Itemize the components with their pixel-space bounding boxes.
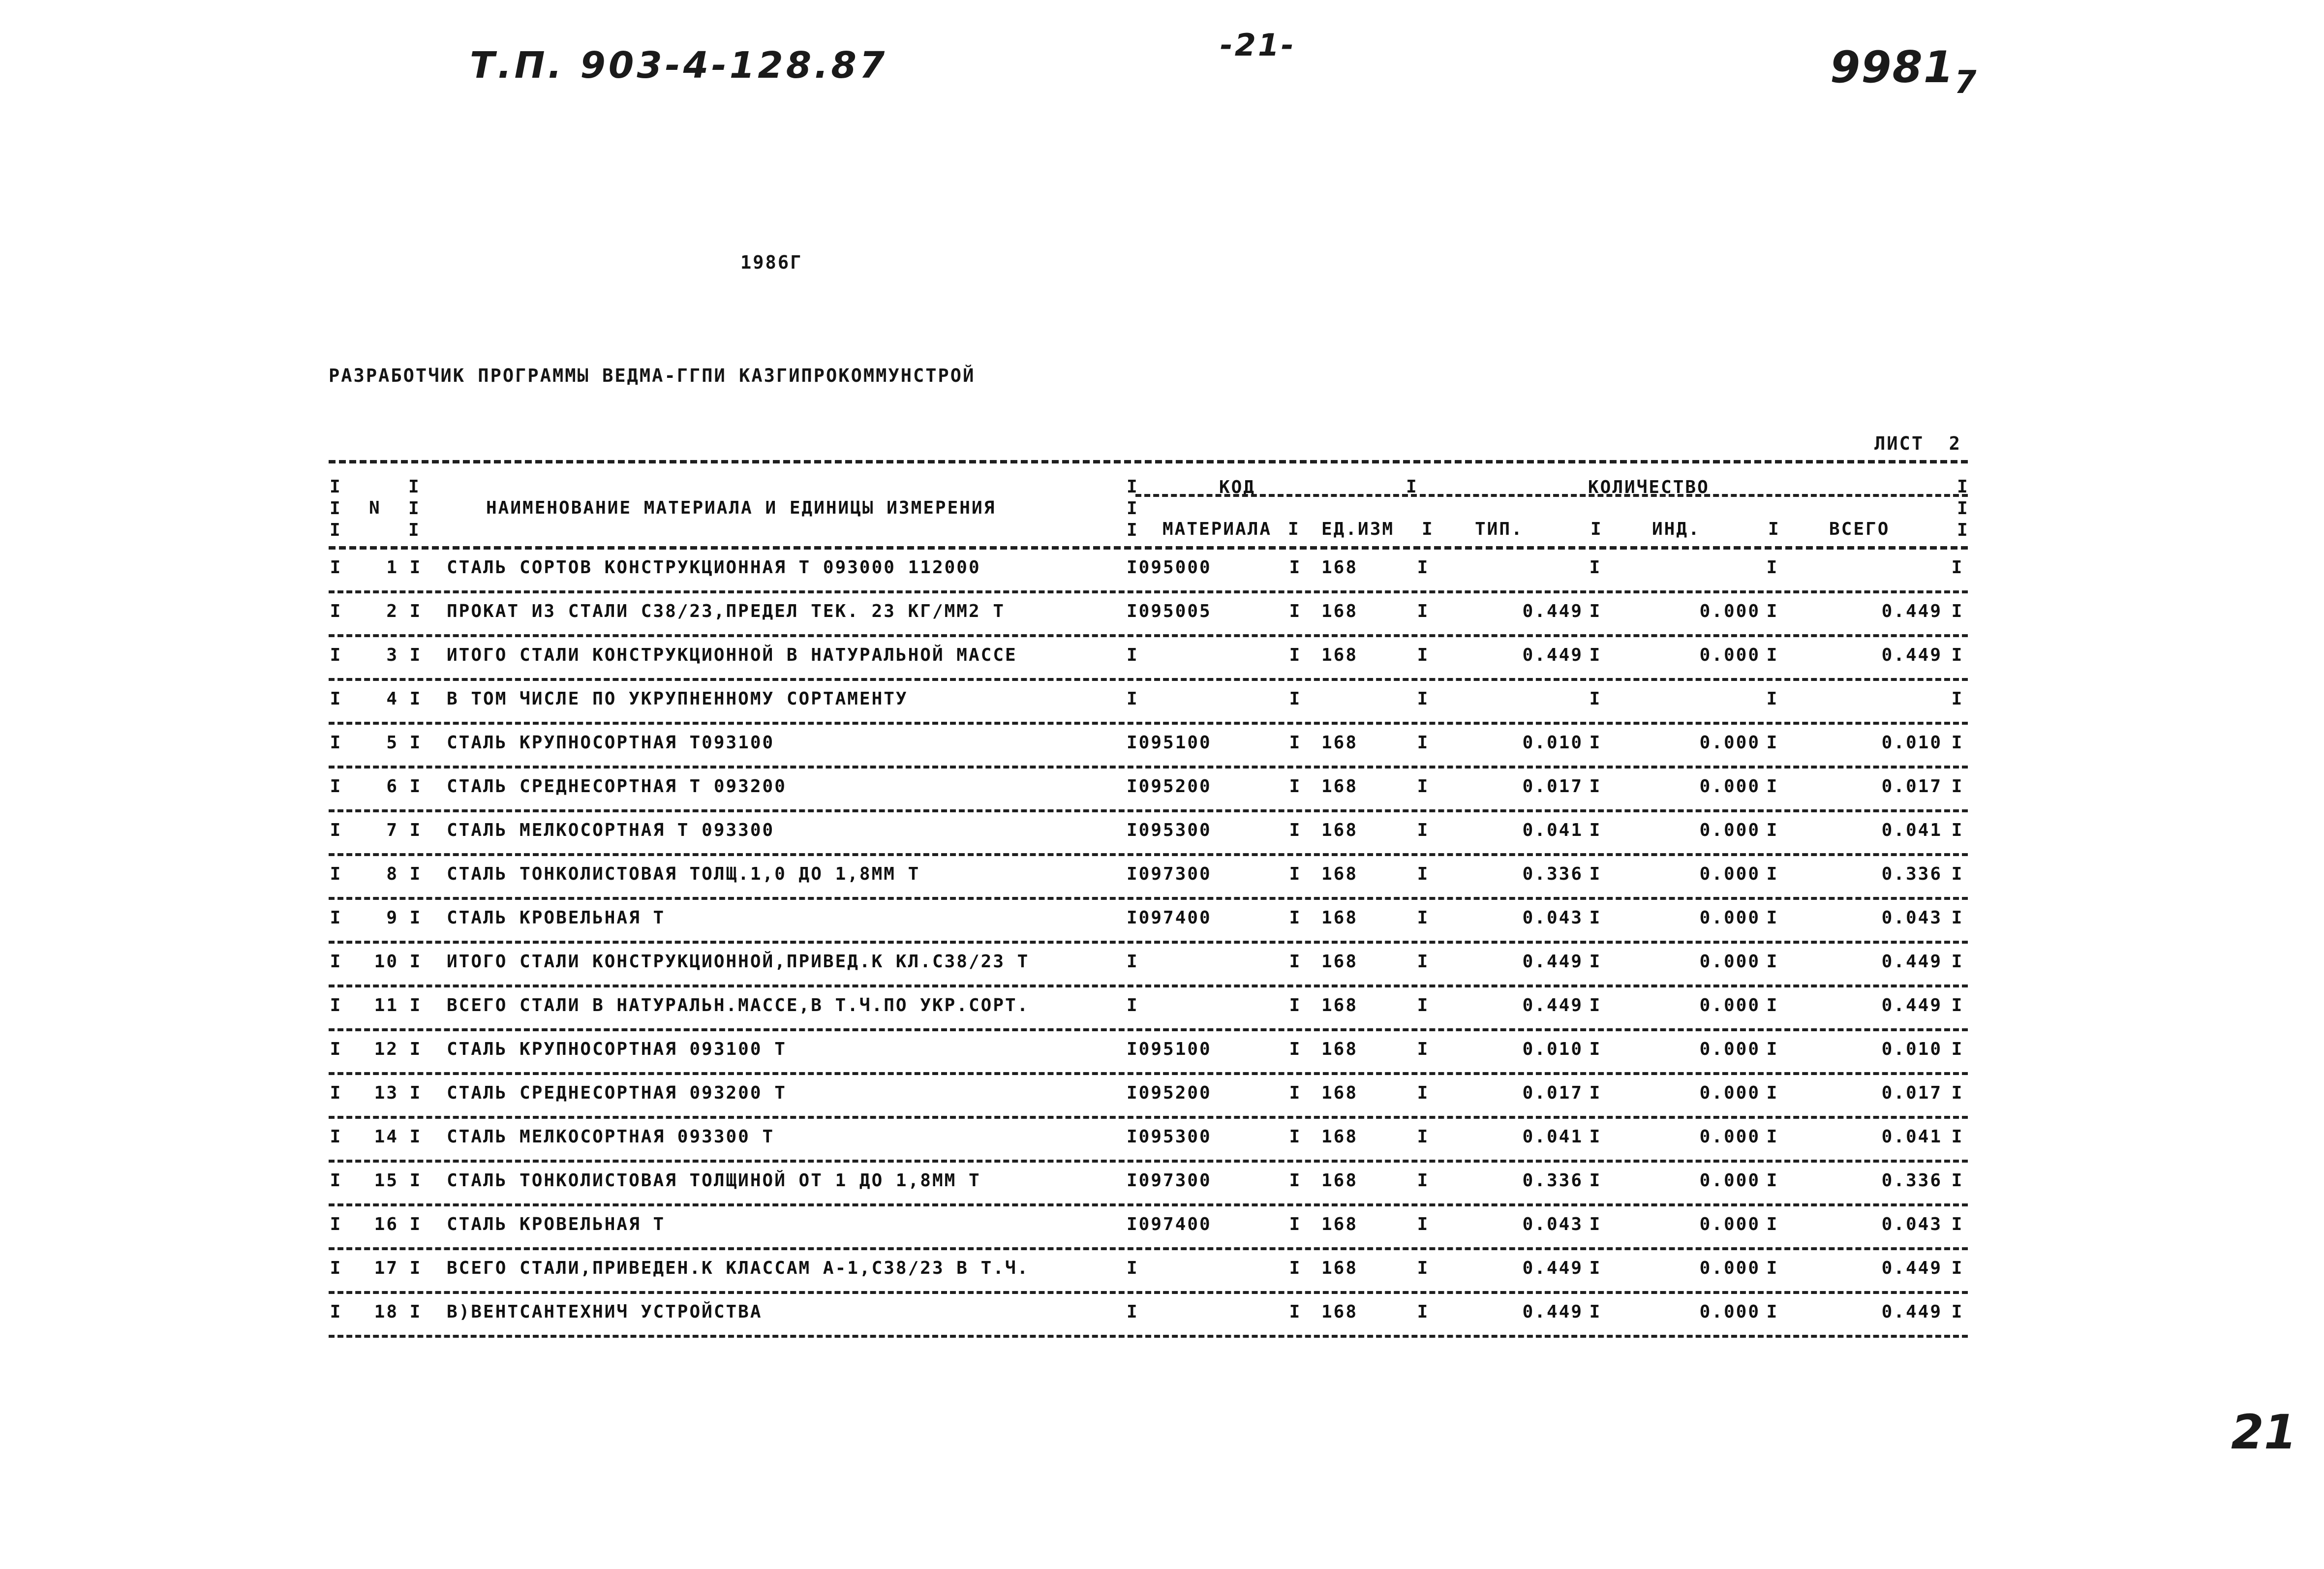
cell-bar: I [1589,995,1602,1015]
table-row [329,1250,1968,1291]
table-row [329,812,1968,853]
cell-ind: 0.000 [1699,1170,1760,1191]
cell-bar: I [1951,645,1964,665]
cell-name: СТАЛЬ СОРТОВ КОНСТРУКЦИОННАЯ Т 093000 112000 [447,557,981,578]
cell-bar: I [1766,557,1779,578]
header-qty-group: КОЛИЧЕСТВО [1588,477,1710,497]
cell-bar: I [1289,557,1302,578]
cell-typ: 0.041 [1522,820,1583,840]
doc-number [1830,42,1977,101]
cell-bar: I [1417,995,1430,1015]
cell-typ: 0.010 [1522,1039,1583,1059]
cell-typ: 0.010 [1522,733,1583,753]
cell-n: 6 [386,776,398,797]
table-row [329,637,1968,678]
cell-bar: I [409,908,422,928]
table-row [329,550,1968,590]
header-n: N [369,498,381,518]
cell-bar: I [1766,820,1779,840]
cell-bar: I [1127,995,1139,1015]
cell-bar: I [1589,864,1602,884]
cell-code: I095100 [1127,733,1212,753]
cell-total: 0.010 [1881,1039,1942,1059]
cell-bar: I [1951,995,1964,1015]
header-bars-left: I I I [330,477,340,540]
cell-bar: I [1589,908,1602,928]
cell-bar: I [1417,1170,1430,1191]
cell-n: 15 [374,1170,398,1191]
cell-bar: I [1127,689,1139,709]
cell-bar: I [1589,1170,1602,1191]
cell-unit: 168 [1321,820,1358,840]
cell-n: 17 [374,1258,398,1278]
cell-bar: I [409,601,422,621]
cell-unit: 168 [1321,1127,1358,1147]
cell-bar: I [1417,645,1430,665]
cell-typ: 0.017 [1522,1083,1583,1103]
cell-ind: 0.000 [1699,601,1760,621]
cell-unit: 168 [1321,733,1358,753]
cell-bar: I [1766,733,1779,753]
cell-n: 7 [386,820,398,840]
cell-n: 2 [386,601,398,621]
cell-typ: 0.336 [1522,1170,1583,1191]
cell-bar: I [1951,864,1964,884]
cell-name: ВСЕГО СТАЛИ В НАТУРАЛЬН.МАССЕ,В Т.Ч.ПО УКР.СОРТ. [447,995,1030,1015]
cell-ind: 0.000 [1699,1302,1760,1322]
cell-bar: I [1589,1302,1602,1322]
cell-typ: 0.449 [1522,645,1583,665]
cell-bar: I [1289,995,1302,1015]
cell-bar: I [1951,1214,1964,1234]
table-row [329,944,1968,984]
cell-name: СТАЛЬ ТОНКОЛИСТОВАЯ ТОЛЩИНОЙ ОТ 1 ДО 1,8ММ Т [447,1170,981,1191]
cell-unit: 168 [1321,1214,1358,1234]
cell-name: ВСЕГО СТАЛИ,ПРИВЕДЕН.К КЛАССАМ А-1,С38/23 В Т.Ч. [447,1258,1030,1278]
cell-bar: I [1951,557,1964,578]
sheet-label: ЛИСТ 2 [1874,433,1961,454]
cell-bar: I [1951,952,1964,972]
cell-name: СТАЛЬ ТОНКОЛИСТОВАЯ ТОЛЩ.1,0 ДО 1,8ММ Т [447,864,920,884]
cell-ind: 0.000 [1699,1214,1760,1234]
row-separator [329,1335,1968,1338]
table-row [329,987,1968,1028]
cell-code: I095100 [1127,1039,1212,1059]
header-bar-3: I [1590,519,1603,539]
cell-total: 0.336 [1881,1170,1942,1191]
cell-bar: I [1289,1302,1302,1322]
cell-typ: 0.449 [1522,1302,1583,1322]
cell-typ: 0.041 [1522,1127,1583,1147]
table-row [329,1075,1968,1116]
cell-bar: I [330,1214,342,1234]
cell-bar: I [1289,1039,1302,1059]
cell-bar: I [1951,1127,1964,1147]
cell-n: 18 [374,1302,398,1322]
cell-bar: I [1417,1083,1430,1103]
cell-bar: I [1766,1214,1779,1234]
cell-unit: 168 [1321,1039,1358,1059]
table-row [329,900,1968,941]
header-bars-right: I I I [1957,477,1968,540]
cell-bar: I [1417,820,1430,840]
cell-unit: 168 [1321,601,1358,621]
developer-line: РАЗРАБОТЧИК ПРОГРАММЫ ВЕДМА-ГГПИ КАЗГИПРОКОММУНСТРОЙ [329,365,976,386]
cell-n: 5 [386,733,398,753]
table-top-border [329,460,1968,463]
cell-bar: I [1289,952,1302,972]
cell-total: 0.449 [1881,952,1942,972]
cell-bar: I [1417,557,1430,578]
cell-code: I097400 [1127,1214,1212,1234]
cell-n: 3 [386,645,398,665]
cell-bar: I [409,1170,422,1191]
cell-name: ИТОГО СТАЛИ КОНСТРУКЦИОННОЙ В НАТУРАЛЬНОЙ МАССЕ [447,645,1017,665]
cell-bar: I [1766,864,1779,884]
cell-typ: 0.017 [1522,776,1583,797]
cell-name: СТАЛЬ КРУПНОСОРТНАЯ 093100 Т [447,1039,787,1059]
table-row [329,1206,1968,1247]
cell-bar: I [330,776,342,797]
table-row [329,681,1968,722]
cell-bar: I [330,1127,342,1147]
cell-n: 11 [374,995,398,1015]
cell-n: 8 [386,864,398,884]
cell-bar: I [1589,820,1602,840]
cell-ind: 0.000 [1699,733,1760,753]
cell-bar: I [1417,776,1430,797]
table-row [329,1119,1968,1160]
header-code-group: КОД [1219,477,1256,497]
table-body [329,550,1968,1338]
cell-bar: I [1766,952,1779,972]
cell-ind: 0.000 [1699,952,1760,972]
cell-code: I095000 [1127,557,1212,578]
cell-n: 9 [386,908,398,928]
cell-typ: 0.449 [1522,601,1583,621]
project-code: Т.П. 903-4-128.87 [470,44,888,87]
cell-bar: I [330,952,342,972]
materials-table [329,460,1968,1338]
header-ind: ИНД. [1652,519,1701,539]
cell-bar: I [330,1302,342,1322]
cell-total: 0.041 [1881,1127,1942,1147]
header-typ: ТИП. [1475,519,1524,539]
cell-unit: 168 [1321,952,1358,972]
header-bars-n: I I I [408,477,419,540]
header-material: МАТЕРИАЛА [1162,519,1272,539]
cell-total: 0.449 [1881,601,1942,621]
table-row [329,725,1968,766]
cell-bar: I [1766,908,1779,928]
cell-n: 14 [374,1127,398,1147]
header-bar-4: I [1768,519,1780,539]
cell-ind: 0.000 [1699,1039,1760,1059]
cell-bar: I [330,995,342,1015]
cell-bar: I [1589,733,1602,753]
cell-unit: 168 [1321,557,1358,578]
cell-bar: I [1589,952,1602,972]
cell-bar: I [1127,645,1139,665]
cell-typ: 0.449 [1522,1258,1583,1278]
cell-name: СТАЛЬ СРЕДНЕСОРТНАЯ Т 093200 [447,776,787,797]
cell-bar: I [1766,1083,1779,1103]
cell-name: ИТОГО СТАЛИ КОНСТРУКЦИОННОЙ,ПРИВЕД.К КЛ.С38/23 Т [447,952,1030,972]
cell-n: 10 [374,952,398,972]
cell-bar: I [1417,1258,1430,1278]
cell-unit: 168 [1321,864,1358,884]
cell-bar: I [409,733,422,753]
cell-total: 0.010 [1881,733,1942,753]
header-unit: ЕД.ИЗМ [1321,519,1395,539]
cell-n: 12 [374,1039,398,1059]
cell-unit: 168 [1321,645,1358,665]
cell-bar: I [409,1083,422,1103]
cell-bar: I [1766,1258,1779,1278]
cell-bar: I [1951,820,1964,840]
cell-bar: I [409,820,422,840]
cell-bar: I [330,557,342,578]
cell-total: 0.449 [1881,1302,1942,1322]
table-row [329,1294,1968,1335]
cell-typ: 0.449 [1522,952,1583,972]
cell-bar: I [1589,776,1602,797]
cell-name: СТАЛЬ КРОВЕЛЬНАЯ Т [447,908,666,928]
cell-bar: I [1766,1170,1779,1191]
cell-name: СТАЛЬ СРЕДНЕСОРТНАЯ 093200 Т [447,1083,787,1103]
cell-bar: I [1766,1127,1779,1147]
cell-bar: I [1589,1083,1602,1103]
cell-bar: I [330,601,342,621]
cell-bar: I [1951,1170,1964,1191]
cell-ind: 0.000 [1699,645,1760,665]
cell-code: I097400 [1127,908,1212,928]
cell-bar: I [1289,820,1302,840]
cell-bar: I [330,1083,342,1103]
cell-bar: I [330,908,342,928]
cell-bar: I [409,557,422,578]
cell-bar: I [1417,908,1430,928]
cell-bar: I [330,645,342,665]
cell-bar: I [1951,1039,1964,1059]
cell-n: 1 [386,557,398,578]
cell-bar: I [1951,1083,1964,1103]
cell-ind: 0.000 [1699,1083,1760,1103]
cell-bar: I [409,995,422,1015]
cell-bar: I [1589,601,1602,621]
cell-ind: 0.000 [1699,1127,1760,1147]
year-label: 1986Г [740,252,803,273]
header-name: НАИМЕНОВАНИЕ МАТЕРИАЛА И ЕДИНИЦЫ ИЗМЕРЕНИЯ [486,498,996,518]
cell-bar: I [1951,1258,1964,1278]
cell-bar: I [1589,1214,1602,1234]
cell-bar: I [409,1039,422,1059]
cell-name: СТАЛЬ МЕЛКОСОРТНАЯ Т 093300 [447,820,775,840]
cell-unit: 168 [1321,995,1358,1015]
cell-unit: 168 [1321,1083,1358,1103]
cell-total: 0.043 [1881,908,1942,928]
cell-bar: I [409,864,422,884]
cell-typ: 0.043 [1522,1214,1583,1234]
cell-bar: I [1289,689,1302,709]
cell-name: СТАЛЬ КРОВЕЛЬНАЯ Т [447,1214,666,1234]
cell-code: I097300 [1127,864,1212,884]
corner-number: 21 [2231,1405,2297,1460]
cell-bar: I [1589,645,1602,665]
cell-bar: I [1417,1127,1430,1147]
page-mark: -21- [1220,27,1296,63]
cell-code: I095200 [1127,776,1212,797]
table-row [329,1031,1968,1072]
cell-total: 0.041 [1881,820,1942,840]
cell-ind: 0.000 [1699,995,1760,1015]
cell-ind: 0.000 [1699,776,1760,797]
cell-bar: I [330,733,342,753]
cell-bar: I [1289,864,1302,884]
cell-n: 4 [386,689,398,709]
cell-bar: I [1766,601,1779,621]
cell-name: В ТОМ ЧИСЛЕ ПО УКРУПНЕННОМУ СОРТАМЕНТУ [447,689,908,709]
cell-total: 0.017 [1881,776,1942,797]
cell-bar: I [330,820,342,840]
cell-bar: I [1289,645,1302,665]
cell-bar: I [409,645,422,665]
cell-code: I095300 [1127,820,1212,840]
header-bar-2: I [1422,519,1434,539]
cell-bar: I [330,1039,342,1059]
cell-typ: 0.449 [1522,995,1583,1015]
cell-bar: I [1289,1170,1302,1191]
cell-name: В)ВЕНТСАНТЕХНИЧ УСТРОЙСТВА [447,1302,763,1322]
cell-bar: I [1417,1039,1430,1059]
cell-unit: 168 [1321,1258,1358,1278]
table-row [329,769,1968,809]
cell-bar: I [1589,1258,1602,1278]
cell-bar: I [1289,601,1302,621]
cell-bar: I [1589,557,1602,578]
cell-total: 0.449 [1881,1258,1942,1278]
cell-ind: 0.000 [1699,864,1760,884]
cell-total: 0.449 [1881,645,1942,665]
cell-bar: I [1951,601,1964,621]
cell-name: СТАЛЬ КРУПНОСОРТНАЯ Т093100 [447,733,775,753]
cell-bar: I [1589,1039,1602,1059]
cell-total: 0.043 [1881,1214,1942,1234]
header-mid-separator [1135,494,1968,497]
cell-total: 0.336 [1881,864,1942,884]
cell-bar: I [330,864,342,884]
cell-bar: I [1417,601,1430,621]
cell-bar: I [1127,952,1139,972]
cell-unit: 168 [1321,776,1358,797]
cell-ind: 0.000 [1699,1258,1760,1278]
header-bars-code: I I I [1127,477,1137,540]
cell-bar: I [1766,776,1779,797]
doc-number-main: 9981 [1830,42,1955,92]
cell-bar: I [1289,1258,1302,1278]
cell-bar: I [1589,689,1602,709]
cell-name: ПРОКАТ ИЗ СТАЛИ С38/23,ПРЕДЕЛ ТЕК. 23 КГ/ММ2 Т [447,601,1005,621]
cell-bar: I [1951,1302,1964,1322]
cell-bar: I [1289,1127,1302,1147]
header-total: ВСЕГО [1829,519,1890,539]
cell-bar: I [1417,1214,1430,1234]
cell-bar: I [1951,908,1964,928]
cell-bar: I [1417,952,1430,972]
cell-unit: 168 [1321,1170,1358,1191]
header-bar-code-end: I [1406,477,1417,497]
header-bar-1: I [1288,519,1300,539]
cell-bar: I [330,1170,342,1191]
cell-bar: I [1589,1127,1602,1147]
cell-bar: I [1766,1302,1779,1322]
cell-bar: I [409,1302,422,1322]
cell-n: 16 [374,1214,398,1234]
cell-bar: I [1766,645,1779,665]
cell-bar: I [1766,689,1779,709]
header-bottom-border [329,546,1968,550]
cell-bar: I [409,952,422,972]
cell-code: I097300 [1127,1170,1212,1191]
cell-bar: I [409,1127,422,1147]
cell-bar: I [1289,733,1302,753]
cell-code: I095300 [1127,1127,1212,1147]
cell-unit: 168 [1321,908,1358,928]
table-row [329,593,1968,634]
table-row [329,856,1968,897]
cell-bar: I [1951,733,1964,753]
cell-ind: 0.000 [1699,820,1760,840]
cell-bar: I [1951,776,1964,797]
cell-total: 0.017 [1881,1083,1942,1103]
cell-bar: I [1766,995,1779,1015]
cell-bar: I [409,1214,422,1234]
cell-bar: I [330,689,342,709]
cell-bar: I [1289,776,1302,797]
cell-ind: 0.000 [1699,908,1760,928]
cell-typ: 0.336 [1522,864,1583,884]
cell-unit: 168 [1321,1302,1358,1322]
cell-bar: I [1289,1214,1302,1234]
cell-bar: I [1289,1083,1302,1103]
table-header [329,463,1968,546]
doc-number-sub: 7 [1954,64,1978,101]
cell-bar: I [1417,864,1430,884]
cell-n: 13 [374,1083,398,1103]
cell-bar: I [330,1258,342,1278]
cell-bar: I [1127,1258,1139,1278]
cell-bar: I [1127,1302,1139,1322]
cell-bar: I [1289,908,1302,928]
cell-bar: I [1951,689,1964,709]
cell-bar: I [409,776,422,797]
table-row [329,1163,1968,1203]
cell-bar: I [1417,733,1430,753]
cell-code: I095200 [1127,1083,1212,1103]
cell-bar: I [409,689,422,709]
cell-bar: I [409,1258,422,1278]
cell-name: СТАЛЬ МЕЛКОСОРТНАЯ 093300 Т [447,1127,775,1147]
cell-total: 0.449 [1881,995,1942,1015]
cell-bar: I [1417,1302,1430,1322]
cell-typ: 0.043 [1522,908,1583,928]
cell-bar: I [1766,1039,1779,1059]
cell-bar: I [1417,689,1430,709]
cell-code: I095005 [1127,601,1212,621]
